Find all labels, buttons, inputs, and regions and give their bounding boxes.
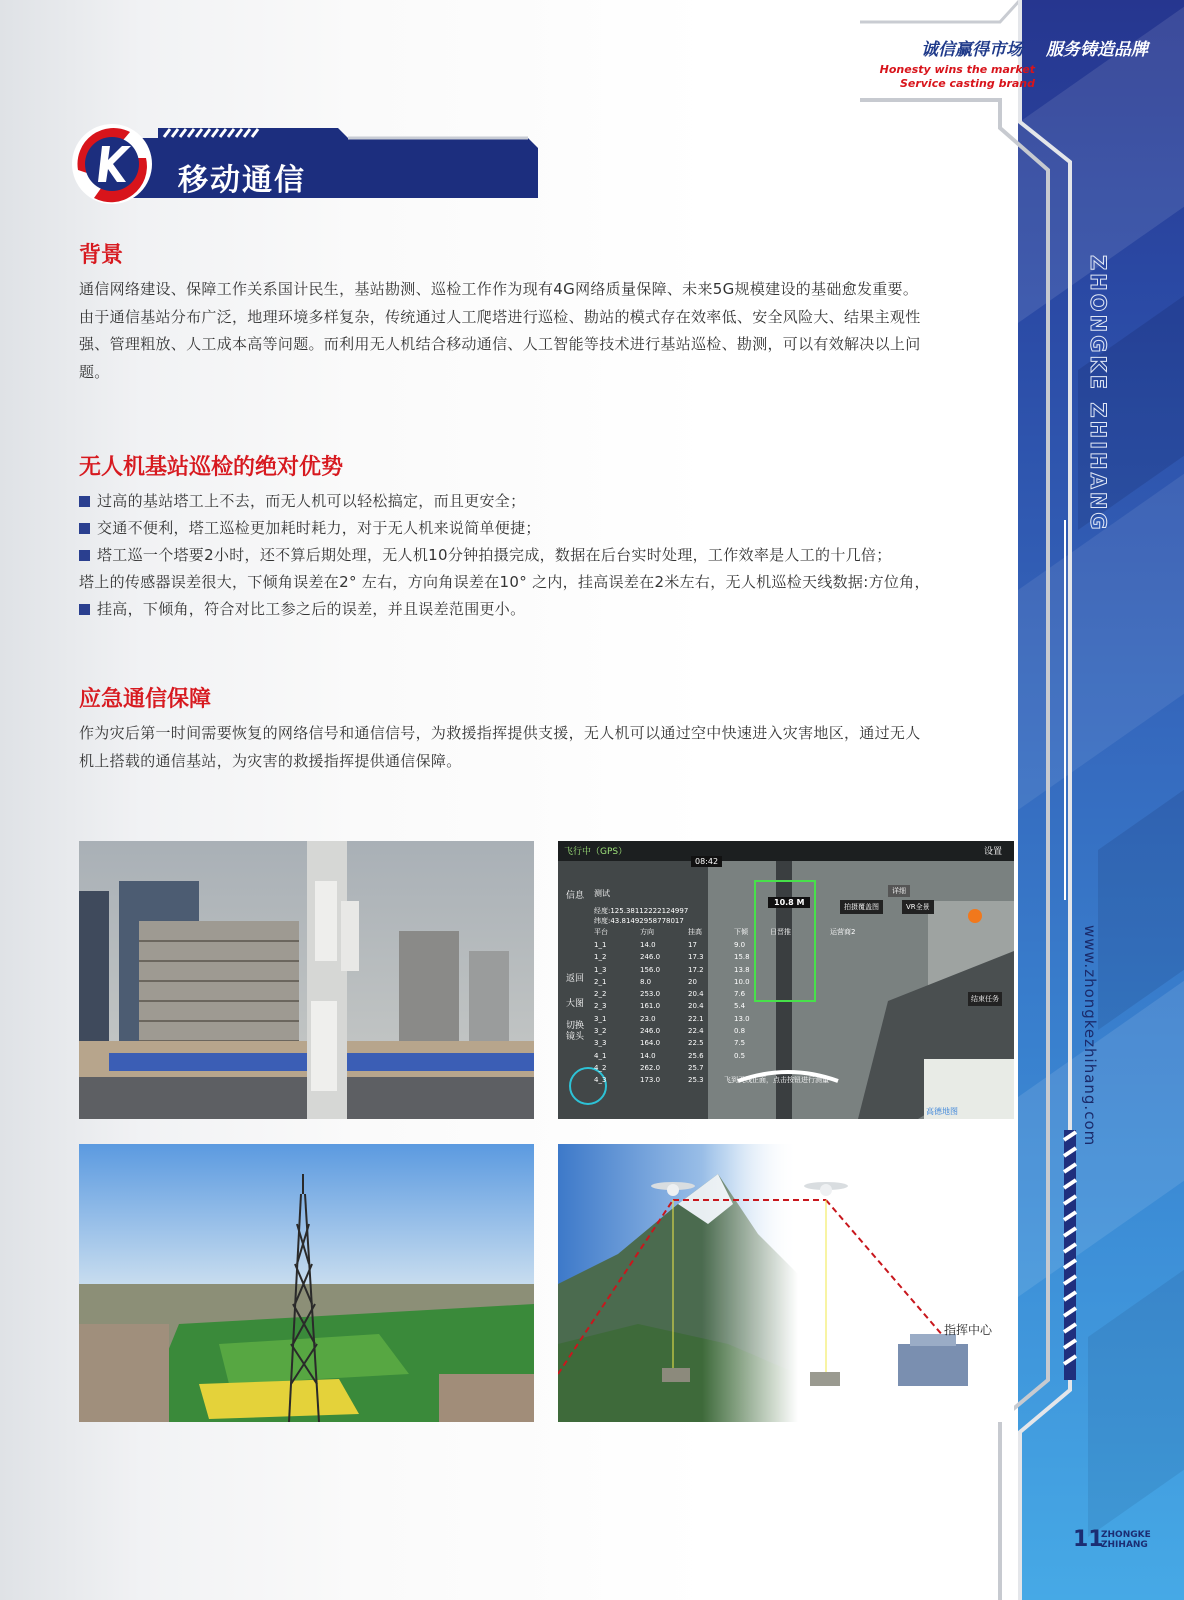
table-header: 平台 方向 挂高 下倾 日晋推 运营商2 <box>594 928 856 936</box>
advantage-item: 塔工巡一个塔要2小时，还不算后期处理，无人机10分钟拍摄完成，数据在后台实时处理，工作效率是人工的十几倍； <box>79 544 1014 565</box>
antenna-table <box>594 939 770 1087</box>
test-label: 测试 <box>594 889 610 898</box>
background-heading: 背景 <box>79 243 124 268</box>
info-button[interactable]: 信息 <box>566 891 585 901</box>
page-number: 11 <box>1073 1527 1104 1552</box>
advantage-item: 挂高，下倾角，符合对比工参之后的误差，并且误差范围更小。 <box>79 598 1014 619</box>
advantage-item: 过高的基站塔工上不去，而无人机可以轻松搞定，而且更安全； <box>79 490 1014 511</box>
footer-brand: ZHONGKE ZHIHANG <box>1101 1530 1151 1550</box>
coverage-button[interactable]: 拍摄覆盖图 <box>840 900 883 914</box>
table-row: 1_2 246.0 17.3 15.8 <box>594 953 750 962</box>
photo-rural-tower <box>79 1144 534 1422</box>
map-label: 高德地图 <box>926 1107 958 1116</box>
section-title: 移动通信 <box>178 163 306 198</box>
table-row: 3_3 164.0 22.5 7.5 <box>594 1039 746 1048</box>
latitude: 纬度:43.81492958778017 <box>594 917 684 925</box>
table-row: 4_2 262.0 25.7 <box>594 1063 704 1072</box>
table-row: 2_2 253.0 20.4 7.6 <box>594 990 746 999</box>
longitude: 经度:125.38112222124997 <box>594 907 689 915</box>
return-button[interactable]: 返回 <box>566 974 585 984</box>
table-row: 4_1 14.0 25.6 0.5 <box>594 1051 746 1060</box>
emergency-heading: 应急通信保障 <box>79 687 212 712</box>
table-row: 2_1 8.0 20 10.0 <box>594 977 750 986</box>
slogan-cn-2: 服务铸造品牌 <box>1046 40 1148 60</box>
end-task-button[interactable]: 结束任务 <box>968 992 1002 1006</box>
table-row: 3_2 246.0 22.4 0.8 <box>594 1027 746 1036</box>
big-map-button[interactable]: 大图 <box>566 999 585 1009</box>
advantage-item: 塔上的传感器误差很大，下倾角误差在2° 左右，方向角误差在10° 之内，挂高误差在2米左右，无人机巡检天线数据:方位角， <box>79 573 930 591</box>
table-row: 2_3 161.0 20.4 5.4 <box>594 1002 746 1011</box>
vertical-brand-text: ZHONGKE ZHIHANG <box>1086 255 1110 533</box>
slogan-en-2: Service casting brand <box>899 77 1035 90</box>
command-center-label: 指挥中心 <box>944 1323 993 1337</box>
slogan-cn-1: 诚信赢得市场 <box>921 40 1023 60</box>
emergency-paragraph: 作为灾后第一时间需要恢复的网络信号和通信信号，为救援指挥提供支援，无人机可以通过空中快速进入灾害地区，通过无人 机上搭载的通信基站，为灾害的救援指挥提供通信保障。 <box>79 724 921 770</box>
table-row: 3_1 23.0 22.1 13.0 <box>594 1014 750 1023</box>
distance-readout: 10.8 M <box>768 897 810 908</box>
settings-button[interactable]: 设置 <box>984 847 1003 857</box>
flight-status: 飞行中（GPS） <box>564 847 628 857</box>
clock: 08:42 <box>691 856 722 867</box>
company-logo-icon <box>72 124 152 204</box>
vr-button[interactable]: VR全景 <box>902 900 934 914</box>
table-row: 1_3 156.0 17.2 13.8 <box>594 965 750 974</box>
record-button[interactable] <box>968 909 982 923</box>
photo-emergency-diagram <box>558 1144 1014 1422</box>
detail-button[interactable]: 详细 <box>888 885 910 897</box>
website-url: www.zhongkezhihang.com <box>1081 925 1099 1147</box>
advantage-item: 交通不便利，塔工巡检更加耗时耗力，对于无人机来说简单便捷； <box>79 517 1014 538</box>
building-icon <box>898 1334 968 1386</box>
photo-drone-app <box>558 841 1014 1119</box>
table-row: 4_3 173.0 25.3 <box>594 1076 704 1085</box>
slogan-en-1: Honesty wins the market <box>879 63 1035 76</box>
table-row: 1_1 14.0 17 9.0 <box>594 941 746 949</box>
background-paragraph: 通信网络建设、保障工作关系国计民生，基站勘测、巡检工作作为现有4G网络质量保障、未来5G规模建设的基础愈发重要。 由于通信基站分布广泛，地理环境多样复杂，传统通过人工爬塔进行巡检、勘站的模式存在效率低、安全风险大、结果主观性 强、管理粗放、人工成本高等问题。而利用无人机结合移动通信、人工智能等技术进行基站巡检、勘测，可以有效解决以上问 题。 <box>79 280 921 381</box>
photo-city-tower <box>79 841 534 1119</box>
hint-text: 飞到天线正面，点击按钮进行测量 <box>724 1076 829 1084</box>
switch-lens-button[interactable]: 切换镜头 <box>566 1021 585 1042</box>
stripe-accent <box>1064 1130 1076 1380</box>
advantages-heading: 无人机基站巡检的绝对优势 <box>79 455 344 480</box>
